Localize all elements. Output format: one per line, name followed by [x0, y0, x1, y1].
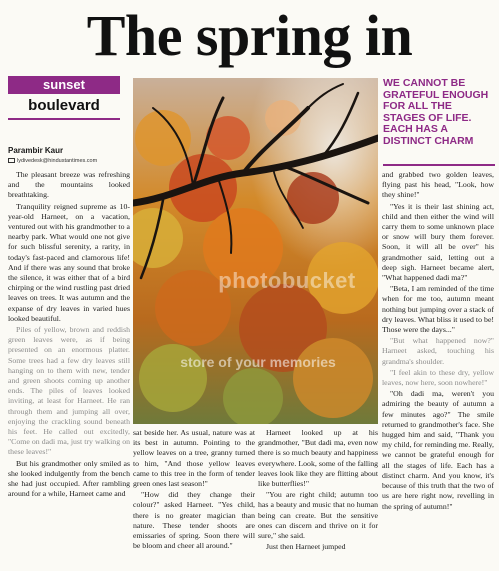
- paragraph: "How did they change their colour?" asked Harneet. "Yes child, there is no greater magician than nature. These tender shoots are emissaries of spring. Soon there will be bloom and cheer all around.": [133, 490, 255, 551]
- watermark-tagline: store of your memories: [180, 354, 336, 370]
- article-column-1: [8, 170, 130, 568]
- paragraph: "You are right child; autumn too has a beauty and music that no human being can create. But the sensitive ones can discern and thrive on it for sure," she said.: [258, 490, 378, 541]
- watermark-brand: photobucket: [218, 268, 356, 293]
- paragraph: "But what happened now?" Harneet asked, touching his grandma's shoulder.: [382, 336, 494, 366]
- paragraph: sat beside her. As usual, nature was at its best in autumn. Pointing to the yellow leaves on a tree, granny turned to him, "And those yellow leaves came to this tree in the form of tender green ones last season!": [133, 428, 255, 489]
- byline-email: [8, 158, 132, 164]
- autumn-tree-illustration: [133, 78, 378, 424]
- section-tag: sunset: [8, 76, 120, 94]
- paragraph: and grabbed two golden leaves, flying past his head, "Look, how they shine!": [382, 170, 494, 200]
- pull-quote: WE CANNOT BE GRATEFUL ENOUGH FOR ALL THE STAGES OF LIFE. EACH HAS A DISTINCT CHARM: [383, 77, 489, 147]
- autumn-photo: [133, 78, 378, 424]
- article-column-2: [133, 428, 255, 568]
- paragraph: "Beta, I am reminded of the time when for me too, autumn meant nothing but jumping over a stack of dry leaves. What bliss it used to be! Those were the days...": [382, 284, 494, 335]
- pull-quote-rule: [383, 164, 495, 166]
- headline: The spring in: [86, 3, 413, 68]
- paragraph: "Yes it is their last shining act, child and then either the wind will carry them to some unknown place or snow will bury them forever. Soon, it will all be over" his grandmother said, letting out a deep sigh. Harneet became alert, "What happened dadi ma?": [382, 201, 494, 283]
- paragraph: Tranquility reigned supreme as 10-year-old Harneet, on a vacation, ventured out with his grandmother to a nearby park. What would one not give for such blissful serenity, a rarity, in today's fast-paced and clamorous life! And if there was any sound that broke the silence, it was either that of a bird chirping or the wind rustling past dried leaves on trees. It was autumn and the expanse of dry leaves in varied hues looked beautiful.: [8, 201, 130, 323]
- article-column-4: [382, 170, 494, 568]
- paragraph: Just then Harneet jumped: [266, 542, 346, 552]
- paragraph: Harneet looked up at his grandmother, "But dadi ma, even now there is so much beauty and happiness everywhere. Look, some of the falling leaves look like they are flitting about like butterflies!": [258, 428, 378, 489]
- byline-author: Parambir Kaur: [8, 146, 64, 155]
- paragraph: The pleasant breeze was refreshing and the mountains looked breathtaking.: [8, 170, 130, 200]
- section-name: boulevard: [28, 97, 100, 114]
- paragraph: But his grandmother only smiled as she looked indulgently from the bench she had just occupied. After rambling around for a while, Harneet came and: [8, 458, 130, 499]
- paragraph: Piles of yellow, brown and reddish green leaves were, as if being presented on an enormous platter. Some trees had a few dry leaves still hanging on to them with new, tender and green shoots coming up another ends. The piles of leaves looked inviting, at least for Harneet. He ran through them and jumping all over, enjoying the crackling sound beneath his feet. He called out excitedly, "Come on dadi ma, just try walking on these leaves!": [8, 325, 130, 457]
- mail-icon: [8, 158, 15, 163]
- paragraph: "I feel akin to these dry, yellow leaves, now here, soon nowhere!": [382, 367, 494, 388]
- byline-email-text: lydivedesk@hindustantimes.com: [17, 158, 98, 164]
- paragraph: "Oh dadi ma, weren't you admiring the beauty of autumn a few minutes ago?" The smile returned to grandmother's face. She hugged him and said, "Thank you my child, for reminding me. Really, we cannot be grateful enough for all the stages of life. Each has a distinct charm. And you know, it's because of this truth that the two of us are here right now, revelling in the spring of autumn!": [382, 389, 494, 511]
- section-rule: [8, 118, 120, 120]
- article-column-3: [258, 428, 378, 568]
